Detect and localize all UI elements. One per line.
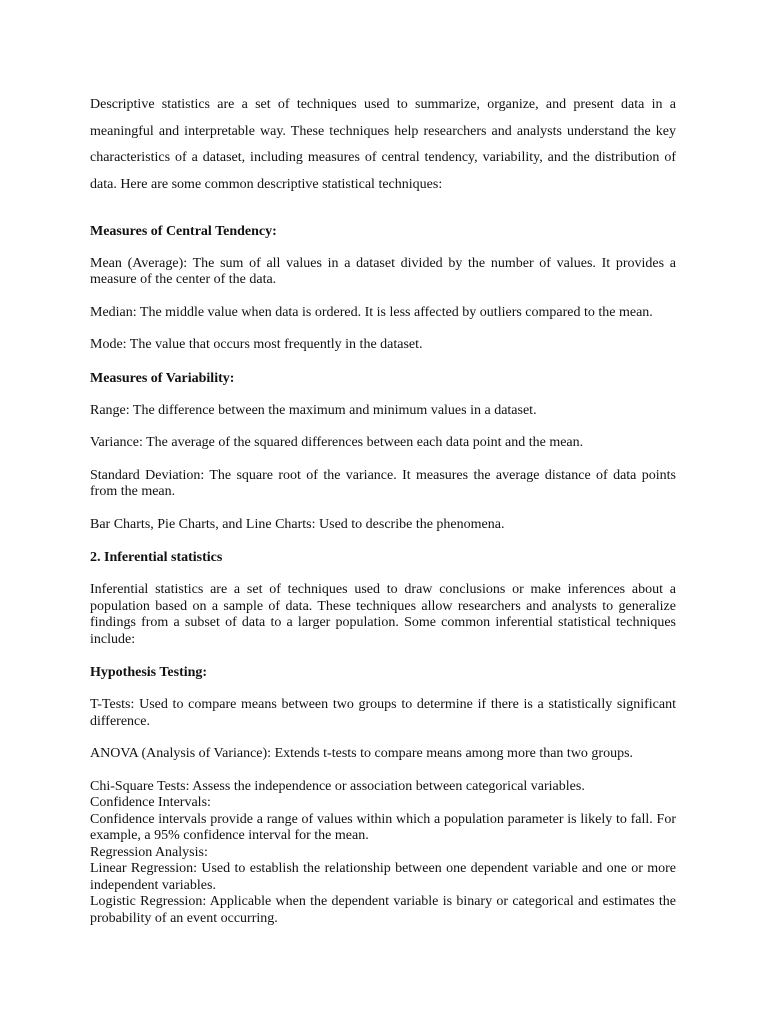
anova-paragraph: ANOVA (Analysis of Variance): Extends t-tests to compare means among more than two groups.	[90, 746, 634, 762]
logistic-regression-paragraph: Logistic Regression: Applicable when the dependent variable is binary or categorical and estimates the probability of an event occurring.	[90, 894, 676, 926]
range-paragraph: Range: The difference between the maximum and minimum values in a dataset.	[90, 402, 537, 418]
regression-analysis-label: Regression Analysis:	[90, 844, 208, 860]
chisquare-paragraph: Chi-Square Tests: Assess the independence or association between categorical variables.	[90, 778, 585, 794]
ttests-paragraph: T-Tests: Used to compare means between two groups to determine if there is a statistically significant difference.	[90, 697, 676, 729]
std-dev-paragraph: Standard Deviation: The square root of the variance. It measures the average distance of data points from the mean.	[90, 467, 676, 500]
linear-regression-paragraph: Linear Regression: Used to establish the relationship between one dependent variable and one or more independent variables.	[90, 861, 676, 893]
confidence-intervals-paragraph: Confidence intervals provide a range of values within which a population parameter is likely to fall. For example, a 95% confidence interval for the mean.	[90, 811, 676, 844]
charts-paragraph: Bar Charts, Pie Charts, and Line Charts: Used to describe the phenomena.	[90, 516, 505, 532]
variance-paragraph: Variance: The average of the squared differences between each data point and the mean.	[90, 435, 584, 451]
variability-heading: Measures of Variability:	[90, 370, 235, 386]
inferential-intro-paragraph: Inferential statistics are a set of techniques used to draw conclusions or make inferences about a population based on a sample of data. These techniques allow researchers and analysts to generalize findings from a subset of data to a larger population. Some common inferential statistical techniques include:	[90, 582, 676, 647]
intro-paragraph: Descriptive statistics are a set of techniques used to summarize, organize, and present data in a meaningful and interpretable way. These techniques help researchers and analysts understand the key characteristics of a dataset, including measures of central tendency, variability, and the distribution of data. Here are some common descriptive statistical techniques:	[90, 97, 676, 193]
mode-paragraph: Mode: The value that occurs most frequently in the dataset.	[90, 337, 423, 353]
median-paragraph: Median: The middle value when data is ordered. It is less affected by outliers compared to the mean.	[90, 304, 653, 320]
hypothesis-heading: Hypothesis Testing:	[90, 665, 208, 681]
confidence-intervals-label: Confidence Intervals:	[90, 795, 211, 811]
document-page	[90, 92, 676, 927]
central-tendency-heading: Measures of Central Tendency:	[90, 223, 277, 239]
inferential-heading: 2. Inferential statistics	[90, 550, 223, 566]
mean-paragraph: Mean (Average): The sum of all values in a dataset divided by the number of values. It provides a measure of the center of the data.	[90, 255, 676, 288]
